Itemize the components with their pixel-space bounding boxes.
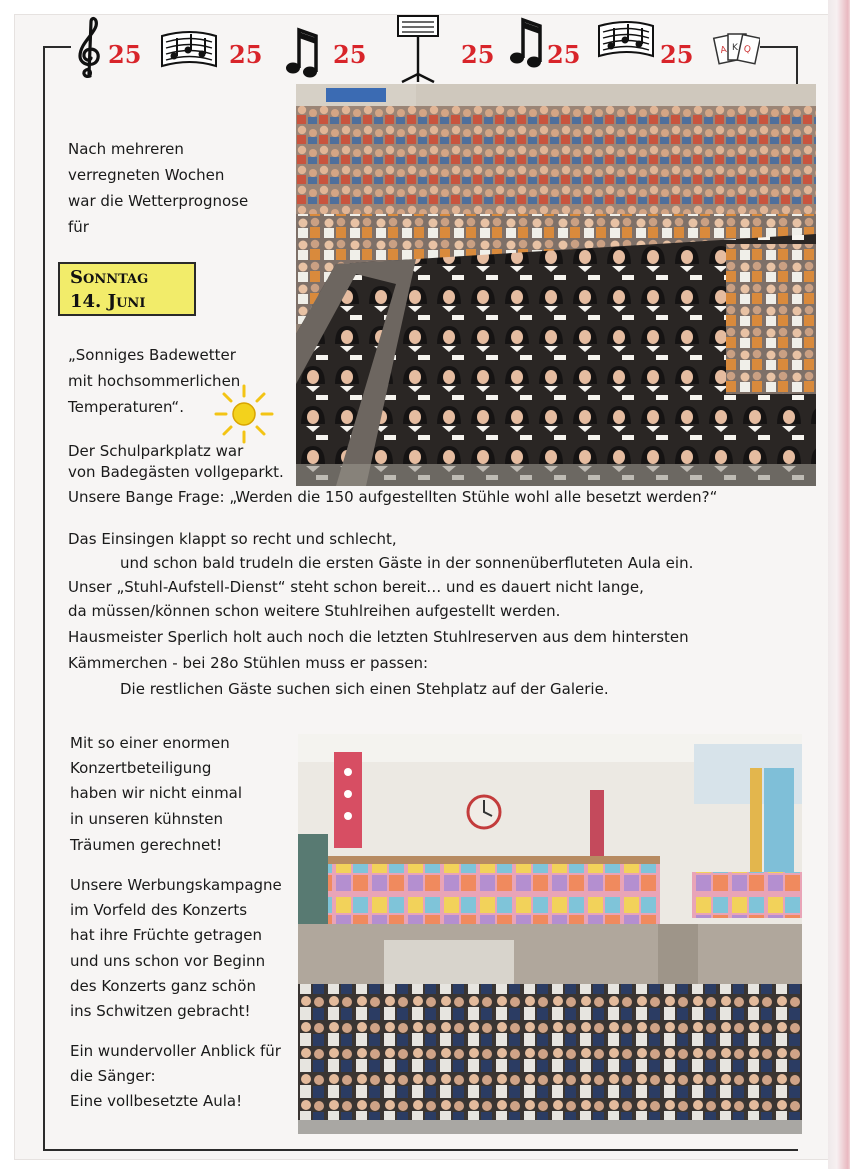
music-stand-icon — [394, 12, 442, 88]
frame-line-bottom — [43, 1149, 798, 1151]
svg-text:K: K — [732, 43, 738, 53]
body-line: Kämmerchen - bei 28o Stühlen muss er passen: — [68, 654, 429, 672]
participation-line: Träumen gerechnet! — [70, 836, 223, 854]
body-line: Unser „Stuhl-Aufstell-Dienst“ steht schon bereit… und es dauert nicht lange, — [68, 578, 644, 596]
intro-line: war die Wetterprognose — [68, 192, 249, 210]
intro-line: verregneten Wochen — [68, 166, 225, 184]
participation-line: haben wir nicht einmal — [70, 784, 243, 802]
frame-line-left — [43, 46, 45, 1151]
double-note-icon — [284, 24, 318, 84]
participation-line: Mit so einer enormen — [70, 734, 230, 752]
forecast-line: mit hochsommerlichen — [68, 372, 241, 390]
svg-text:A: A — [719, 45, 728, 57]
forecast-line: Temperaturen“. — [68, 398, 184, 416]
participation-line: Konzertbeteiligung — [70, 759, 212, 777]
svg-text:Q: Q — [742, 44, 752, 56]
header-number: 25 — [547, 40, 581, 69]
header-number: 25 — [333, 40, 367, 69]
header-number: 25 — [461, 40, 495, 69]
header-number: 25 — [660, 40, 694, 69]
body-line: Das Einsingen klappt so recht und schlecht, — [68, 530, 397, 548]
intro-line: Nach mehreren — [68, 140, 184, 158]
campaign-line: hat ihre Früchte getragen — [70, 926, 262, 944]
closing-line: Eine vollbesetzte Aula! — [70, 1092, 243, 1110]
header-number: 25 — [229, 40, 263, 69]
campaign-line: Unsere Werbungskampagne — [70, 876, 282, 894]
double-note-icon — [508, 14, 542, 74]
parking-line: Der Schulparkplatz war — [68, 442, 244, 460]
date-weekday: Sonntag — [70, 267, 149, 288]
audience-photo-top — [296, 84, 816, 486]
intro-line: für — [68, 218, 89, 236]
page-edge — [828, 0, 850, 1169]
date-box — [58, 262, 196, 316]
sheet-music-icon — [160, 26, 218, 76]
playing-cards-icon — [712, 30, 760, 70]
header-number: 25 — [108, 40, 142, 69]
forecast-line: „Sonniges Badewetter — [68, 346, 236, 364]
campaign-line: des Konzerts ganz schön — [70, 977, 256, 995]
participation-line: in unseren kühnsten — [70, 810, 224, 828]
sheet-music-icon — [597, 16, 655, 66]
closing-line: die Sänger: — [70, 1067, 156, 1085]
frame-line-top-right — [760, 46, 798, 48]
campaign-line: im Vorfeld des Konzerts — [70, 901, 248, 919]
frame-line-top-left — [43, 46, 71, 48]
campaign-line: ins Schwitzen gebracht! — [70, 1002, 251, 1020]
date-day: 14. Juni — [70, 291, 146, 312]
aula-photo-bottom — [298, 734, 802, 1134]
parking-line: von Badegästen vollgeparkt. — [68, 463, 284, 481]
campaign-line: und uns schon vor Beginn — [70, 952, 266, 970]
body-line: da müssen/können schon weitere Stuhlreihen aufgestellt werden. — [68, 602, 561, 620]
body-line: Hausmeister Sperlich holt auch noch die letzten Stuhlreserven aus dem hintersten — [68, 628, 689, 646]
closing-line: Ein wundervoller Anblick für — [70, 1042, 281, 1060]
body-line: Die restlichen Gäste suchen sich einen Stehplatz auf der Galerie. — [120, 680, 609, 698]
body-line: und schon bald trudeln die ersten Gäste in der sonnenüberfluteten Aula ein. — [120, 554, 694, 572]
body-line: Unsere Bange Frage: „Werden die 150 aufgestellten Stühle wohl alle besetzt werden?“ — [68, 488, 718, 506]
treble-clef-icon — [74, 14, 104, 88]
frame-line-right — [796, 46, 798, 86]
